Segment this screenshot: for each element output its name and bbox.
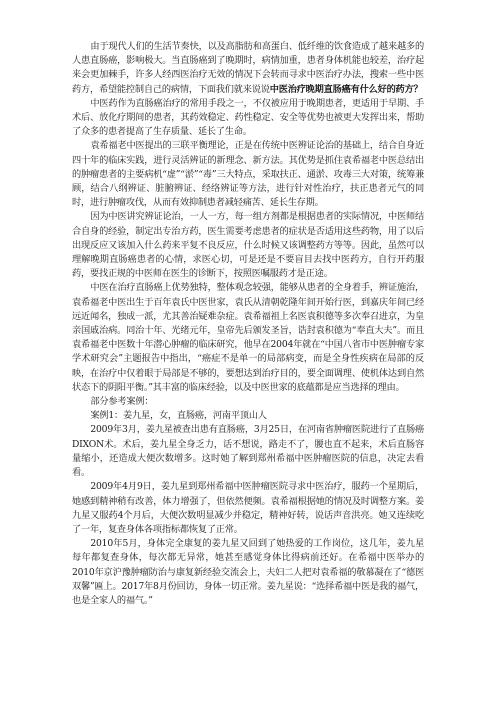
intro-text: 由于现代人们的生活节奏快，以及高脂肪和高蛋白、低纤维的饮食造成了越来越多的人患直肠癌，影响极大。当直肠癌到了晚期时，病情加重，患者身体机能也较差，治疗起来会更加棘手，许多人经西医治疗无效的情况下会转而寻求中医治疗办法，搜索一些中医药方，希望能控制自己的病情，下面我们就来说说 xyxy=(72,41,424,95)
paragraph-cases-heading: 部分参考案例： xyxy=(90,396,154,408)
paragraph-differentiation: 因为中医讲究辨证论治，一人一方，每一组方剂都是根据患者的实际情况，中医师结合自身的经验，制定出专治方药，医生需要考虑患者的症状是否适用这些药物，用了以后出现反应又该加入什么药来平复不良反应，什么时候又该调整药方等等。因此，虽然可以理解晚期直肠癌患者的心情，求医心切，可是还是不要盲目去找中医药方，自行开药服药，要找正规的中医师在医生的诊断下，按照医嘱服药才是正途。 xyxy=(72,211,424,280)
paragraph-doctor-background: 中医在治疗直肠癌上优势独特，整体观念较强，能够从患者的全身着手，辨证施治，袁希福老中医出生于百年袁氏中医世家，袁氏从清朝乾隆年间开始行医，到嘉庆年间已经远近闻名，独成一派，尤其善治疑难杂症。袁希福祖上名医袁积德等多次奉召进京，为皇亲国戚治病。同治十年、光绪元年，皇帝先后颁发圣旨，诰封袁积德为“奉直大夫”。而且袁希福老中医数十年潜心肿瘤的临床研究，他早在2004年就在“中国八省市中医肿瘤专家学术研究会”主题报告中指出，“癌症不是单一的局部病变，而是全身性疾病在局部的反映，在治疗中仅着眼于局部是不够的，要想达到治疗目的，要全面调理、使机体达到自然状态下的阴阳平衡。”其丰富的临床经验，以及中医世家的底蕴都是应当选择的理由。 xyxy=(72,282,424,393)
paragraph-case-2009-march: 2009年3月，姜九星被查出患有直肠癌，3月25日，在河南省肿瘤医院进行了直肠癌DIXON术。术后，姜九星全身乏力，话不想说，路走不了，腰也直不起来，术后直肠容量缩小，还造成大便次数增多。这时她了解到郑州希福中医肿瘤医院的信息，决定去看看。 xyxy=(72,424,424,479)
paragraph-case-2009-april: 2009年4月9日，姜九星到郑州希福中医肿瘤医院寻求中医治疗，服药一个星期后，她感到精神稍有改善，体力增强了，但依然便频。袁希福根据她的情况及时调整方案。姜九星又服药4个月后，大便次数明显减少并稳定，精神好转，说话声音洪亮。她又连续吃了一年，复查身体各项指标都恢复了正常。 xyxy=(72,481,424,535)
intro-highlight: 中医治疗晚期直肠癌有什么好的药方？ xyxy=(269,83,423,95)
paragraph-case-2010-may: 2010年5月，身体完全康复的姜九星又回到了她热爱的工作岗位，这几年，姜九星每年都复查身体，每次都无异常，她甚至感觉身体比得病前还好。在希福中医举办的2010年京沪豫肿瘤防治与康复新经验交流会上，夫妇二人把对袁希福的敬慕凝在了“德医双馨”匾上。2017年8月份回访，身体一切正常。姜九星说：“选择希福中医是我的福气，也是全家人的福气。” xyxy=(72,538,424,606)
intro-paragraph xyxy=(72,40,424,97)
paragraph-case-title: 案例1：姜九星，女，直肠癌，河南平顶山人 xyxy=(90,410,267,422)
paragraph-tcm-advantages: 中医药作为直肠癌治疗的常用手段之一，不仅被应用于晚期患者，更适用于早期、手术后、放化疗期间的患者，其药效稳定、药性稳定、安全等优势也被更大发挥出来，帮助了众多的患者提高了生存质量、延长了生命。 xyxy=(72,97,424,138)
document-page xyxy=(72,40,424,608)
paragraph-balance-theory: 袁希福老中医提出的三联平衡理论，正是在传统中医辨证论治的基础上，结合自身近四十年的临床实践，进行灵活辨证的新理念、新方法。其优势是抓住袁希福老中医总结出的肿瘤患者的主要病机“虚”“淤”“毒”三大特点，采取扶正、通淤、攻毒三大对策，统筹兼顾，结合八纲辨证、脏腑辨证、经络辨证等方法，进行针对性治疗，扶正患者元气的同时，进行肿瘤攻伐，从而有效抑制患者减轻痛苦、延长生存期。 xyxy=(72,140,424,209)
